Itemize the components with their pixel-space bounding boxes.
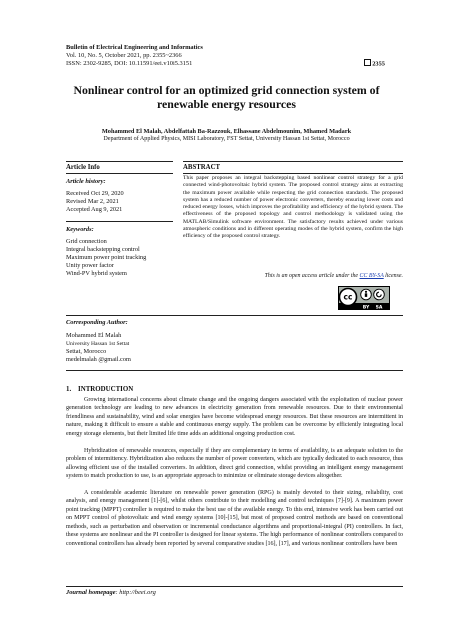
divider xyxy=(66,161,173,162)
divider xyxy=(66,370,403,371)
keyword-item: Integral backstepping control xyxy=(66,246,140,253)
keyword-item: Unity power factor xyxy=(66,262,114,269)
journal-volume: Vol. 10, No. 5, October 2021, pp. 2355~2366 xyxy=(66,52,182,59)
date-accepted: Accepted Aug 9, 2021 xyxy=(66,206,123,213)
article-info-heading: Article Info xyxy=(66,164,100,171)
date-revised: Revised Mar 2, 2021 xyxy=(66,198,119,205)
authors: Mohammed El Malah, Abdelfattah Ba-Razzouk, Elhassane Abdelmounim, Mhamed Madark xyxy=(101,128,352,135)
divider xyxy=(66,173,173,174)
keyword-item: Grid connection xyxy=(66,238,107,245)
keyword-item: Maximum power point tracking xyxy=(66,254,147,261)
sa-label: SA xyxy=(375,305,383,310)
corresponding-city: Settat, Morocco xyxy=(66,348,107,355)
footer xyxy=(66,589,156,596)
intro-paragraph-2: Hybridization of renewable resources, especially if they are complementary in terms of availability, is an adequate solution to the problem of intermittency. Hybridization also reduces the number of power converters, which are typically dedicated to each resource, thus allowing efficient use of the installed converters. In addition, direct grid connection, whilst providing an intelligent energy management system to match production to use, is an appropriate approach to minimize or eliminate storage devices altogether. xyxy=(66,448,403,480)
history-label: Article history: xyxy=(66,178,106,185)
corresponding-name: Mohammed El Malah xyxy=(66,332,122,339)
footer-url[interactable]: : http://beei.org xyxy=(115,589,156,596)
divider xyxy=(183,173,403,174)
footer-divider xyxy=(66,586,403,587)
corresponding-university: University Hassan 1st Settat xyxy=(66,341,130,347)
oa-suffix: license. xyxy=(383,273,403,279)
divider xyxy=(66,221,173,222)
cc-by-sa-license-icon[interactable] xyxy=(338,286,390,310)
title-line-1: Nonlinear control for an optimized grid connection system of xyxy=(73,83,380,97)
abstract-text: This paper proposes an integral backstepping based nonlinear control strategy for a grid connected wind-photovoltaic hybrid system. The proposed control strategy aims at extracting the maximum power available while respecting the grid connection standards. The proposed system has a reduced number of power electronic converters, thereby ensuring lower costs and reduced energy losses, which improves the profitability and efficiency of the hybrid system. The effectiveness of the proposed topology and control methodology is validated using the MATLAB/Simulink software environment. The satisfactory results achieved under various atmospheric conditions and in different operating modes of the hybrid system, confirm the high efficiency of the proposed control strategy. xyxy=(183,175,403,240)
footer-label: Journal homepage xyxy=(66,589,116,596)
intro-heading: 1. INTRODUCTION xyxy=(66,386,134,393)
date-received: Received Oct 29, 2020 xyxy=(66,190,124,197)
open-access-note xyxy=(183,273,403,279)
keywords-label: Keywords: xyxy=(66,226,94,233)
cc-mark: cc xyxy=(343,292,353,302)
oa-prefix: This is an open access article under the xyxy=(264,273,360,279)
page-number xyxy=(364,59,385,68)
divider xyxy=(183,161,403,162)
page-box-icon xyxy=(364,59,371,66)
corresponding-email[interactable]: medelmalah @gmail.com xyxy=(66,356,131,363)
affiliation: Department of Applied Physics, MISI Laboratory, FST Settat, University Hassan 1st Settat, Morocco xyxy=(103,136,350,142)
keyword-item: Wind-PV hybrid system xyxy=(66,270,127,277)
intro-paragraph-3: A considerable academic literature on renewable power generation (RPG) is mainly devoted to their sizing, reliability, cost analysis, and energy management [1]-[6], whilst others contribute to their modelling and control techniques [7]-[9]. A maximum power point tracking (MPPT) controller is required to make the best use of the available energy. To this end, intensive work has been carried out on MPPT control of photovoltaic and wind energy systems [10]-[15], but most of proposed control methods are based on conventional methods, such as perturbation and observation or incremental conductance algorithms and proportional-integral (PI) controllers. In fact, these systems are nonlinear and the PI controller is designed for linear systems. The high performance of nonlinear controllers compared to conventional controllers has already been reported by several comparative studies [16], [17], and various nonlinear controllers have been xyxy=(66,490,403,547)
page-number-text: 2355 xyxy=(372,60,385,68)
journal-issn: ISSN: 2302-9285, DOI: 10.11591/eei.v10i5.3151 xyxy=(66,60,193,67)
by-label: BY xyxy=(362,305,370,310)
title-line-2: renewable energy resources xyxy=(157,97,296,111)
abstract-heading: ABSTRACT xyxy=(183,164,221,171)
divider xyxy=(66,315,403,316)
intro-paragraph-1: Growing international concerns about climate change and the ongoing dangers associated with the exploitation of nuclear power generation technology are leading to new advances in electricity generation from renewable resources. Due to their environmental friendliness and sustainability, wind and solar energies have become widespread energy resources. But these resources are intermittent in nature, making it difficult to ensure a stable and continuous energy supply. The problem can be overcome by efficiently integrating local energy storage elements, but their limited life time adds an additional ongoing production cost. xyxy=(66,397,403,437)
paper-title xyxy=(50,83,403,111)
journal-name: Bulletin of Electrical Engineering and Informatics xyxy=(66,44,203,51)
corresponding-label: Corresponding Author: xyxy=(66,319,128,326)
license-link[interactable]: CC BY-SA xyxy=(359,273,384,279)
